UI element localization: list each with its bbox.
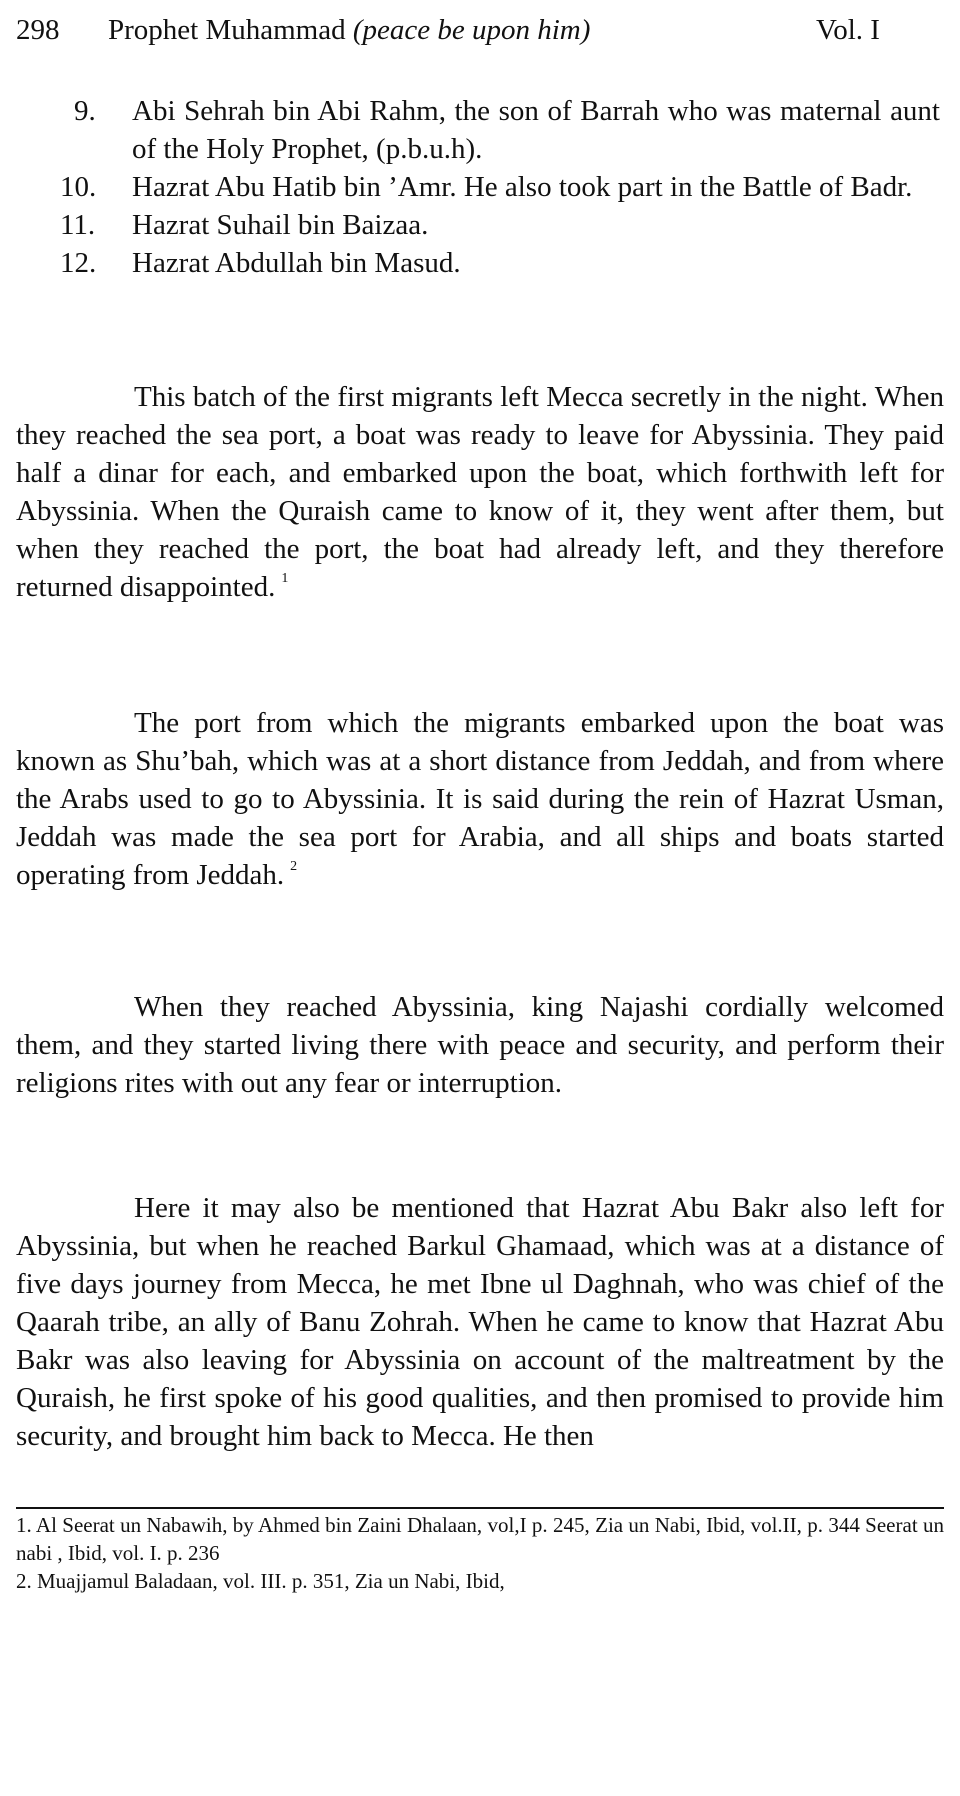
footnote: 1. Al Seerat un Nabawih, by Ahmed bin Zaini Dhalaan, vol,I p. 245, Zia un Nabi, Ibid, vol.II, p. 344 Seerat un nabi , Ibid, vol. I. p. 236 xyxy=(16,1513,944,1565)
list-item xyxy=(60,244,940,282)
running-title-italic: (peace be upon him) xyxy=(352,14,591,46)
paragraph-1 xyxy=(16,378,944,606)
list-item-number: 9. xyxy=(74,95,96,127)
paragraph-3 xyxy=(16,988,944,1102)
migrant-list xyxy=(60,92,940,282)
footnote: 2. Muajjamul Baladaan, vol. III. p. 351, Zia un Nabi, Ibid, xyxy=(16,1569,505,1593)
footnote-ref: 2 xyxy=(290,859,298,874)
paragraph-text: The port from which the migrants embarked upon the boat was known as Shu’bah, which was at a short distance from Jeddah, and from where the Arabs used to go to Abyssinia. It is said during the rein of Hazrat Usman, Jeddah was made the sea port for Arabia, and all ships and boats started operating from Jeddah. xyxy=(16,707,944,891)
footnote-ref: 1 xyxy=(281,571,289,586)
running-title xyxy=(108,10,590,50)
running-title-main: Prophet Muhammad xyxy=(108,14,353,46)
list-item xyxy=(60,92,940,168)
list-item-number: 10. xyxy=(60,171,97,203)
list-item-text: Abi Sehrah bin Abi Rahm, the son of Barrah who was maternal aunt of the Holy Prophet, (p.b.u.h). xyxy=(132,95,940,165)
paragraph-text: This batch of the first migrants left Mecca secretly in the night. When they reached the sea port, a boat was ready to leave for Abyssinia. They paid half a dinar for each, and embarked upon the boat, which forthwith left for Abyssinia. When the Quraish came to know of it, they went after them, but when they reached the port, the boat had already left, and they therefore returned disappointed. xyxy=(16,381,944,603)
list-item xyxy=(60,168,940,206)
paragraph-2 xyxy=(16,704,944,894)
list-item-text: Hazrat Abu Hatib bin ’Amr. He also took part in the Battle of Badr. xyxy=(132,171,913,203)
list-item-number: 12. xyxy=(60,247,97,279)
list-item-number: 11. xyxy=(60,209,96,241)
list-item xyxy=(60,206,940,244)
footnote-separator xyxy=(16,1507,944,1509)
paragraph-text: When they reached Abyssinia, king Najashi cordially welcomed them, and they started living there with peace and security, and perform their religions rites with out any fear or interruption. xyxy=(16,991,944,1099)
page-header xyxy=(16,10,886,50)
footnotes xyxy=(16,1511,944,1595)
list-item-text: Hazrat Abdullah bin Masud. xyxy=(132,247,461,279)
list-item-text: Hazrat Suhail bin Baizaa. xyxy=(132,209,429,241)
paragraph-4 xyxy=(16,1189,944,1455)
page-number: 298 xyxy=(16,14,60,46)
volume-label: Vol. I xyxy=(816,14,880,46)
paragraph-text: Here it may also be mentioned that Hazrat Abu Bakr also left for Abyssinia, but when he reached Barkul Ghamaad, which was at a distance of five days journey from Mecca, he met Ibne ul Daghnah, who was chief of the Qaarah tribe, an ally of Banu Zohrah. When he came to know that Hazrat Abu Bakr was also leaving for Abyssinia on account of the maltreatment by the Quraish, he first spoke of his good qualities, and then promised to provide him security, and brought him back to Mecca. He then xyxy=(16,1192,944,1452)
